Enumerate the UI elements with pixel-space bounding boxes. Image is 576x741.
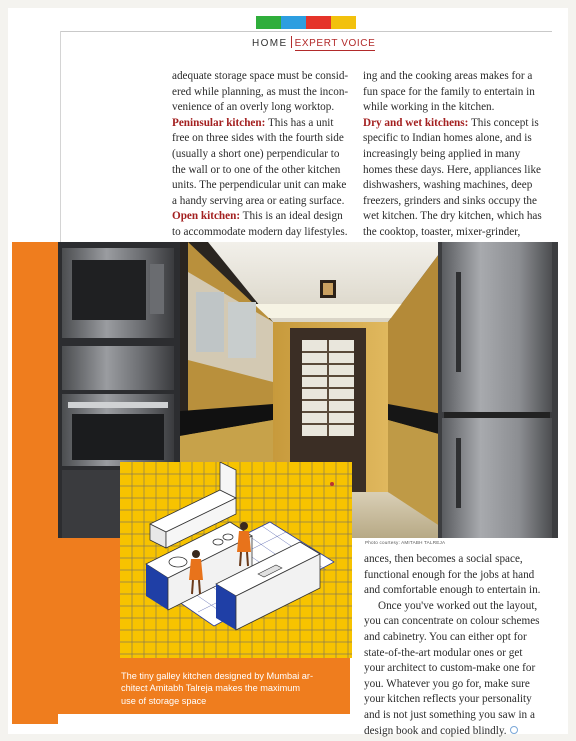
color-tab (306, 16, 331, 29)
article-line (363, 131, 542, 147)
header-rule (60, 31, 552, 32)
photo-caption (121, 670, 349, 707)
article-line (172, 178, 348, 194)
article-line (363, 194, 542, 210)
article-text: Once you've worked out the layout, (378, 599, 538, 612)
article-text: ances, then becomes a social space, (364, 553, 523, 565)
article-text: This concept is (468, 116, 539, 129)
article-column-bottom (364, 552, 540, 739)
orange-sidebar-block (12, 242, 58, 724)
article-line (364, 630, 540, 646)
article-text: free on three sides with the fourth side (172, 132, 344, 145)
article-line (172, 147, 348, 163)
article-text: freezers, grinders and sinks occupy the (363, 194, 537, 207)
article-subheading: Open kitchen: (172, 210, 241, 223)
article-text: and is not just something you saw in a (364, 708, 535, 721)
article-text: ered while planning, as must the incon- (172, 85, 349, 98)
article-line (172, 85, 348, 101)
article-text: you can concentrate on colour schemes (364, 615, 540, 628)
section-color-tabs (256, 16, 356, 29)
article-line (364, 692, 540, 708)
article-line (172, 209, 348, 225)
photo-credit: Photo courtesy: AMITABH TALREJA (365, 540, 446, 545)
article-text: (usually a short one) perpendicular to (172, 147, 340, 160)
article-text: functional enough for the jobs at hand (364, 568, 535, 581)
article-column-right (363, 69, 542, 256)
article-line (364, 583, 540, 599)
article-line (363, 116, 542, 132)
article-text: This has a unit (265, 116, 334, 129)
article-line (364, 614, 540, 630)
article-subheading: Dry and wet kitchens: (363, 116, 469, 129)
isometric-kitchen-plan (120, 462, 352, 658)
article-line (364, 661, 540, 677)
header-divider (291, 36, 292, 48)
article-text: a handy serving area or eating surface. (172, 194, 345, 207)
article-line (364, 599, 540, 615)
article-line (172, 225, 348, 241)
caption-line: chitect Amitabh Talreja makes the maximum (121, 683, 301, 694)
section-title: HOME (252, 38, 288, 49)
article-text: dishwashers, washing machines, deep (363, 179, 533, 192)
article-line (172, 69, 348, 85)
article-text: units. The perpendicular unit can make (172, 179, 347, 192)
article-text: your architect to custom-make one for (364, 662, 536, 675)
article-text: and cabinetry. You can either opt for (364, 630, 527, 643)
section-header (252, 36, 375, 52)
article-text: while working in the kitchen. (363, 101, 495, 114)
article-text: state-of-the-art modular ones or get (364, 646, 523, 659)
article-line (363, 100, 542, 116)
article-text: fun space for the family to entertain in (363, 85, 535, 98)
article-line (172, 163, 348, 179)
article-line (363, 85, 542, 101)
end-of-article-icon (510, 726, 518, 734)
article-line (363, 178, 542, 194)
article-text: wet kitchen. The dry kitchen, which has (363, 210, 542, 223)
article-line (363, 147, 542, 163)
article-text: you. Whatever you go for, make sure (364, 677, 530, 690)
article-text: the cooktop, toaster, mixer-grinder, (363, 225, 521, 238)
color-tab (281, 16, 306, 29)
column-rule (60, 31, 61, 245)
article-line (364, 724, 540, 740)
caption-line: use of storage space (121, 695, 207, 706)
caption-line: The tiny galley kitchen designed by Mumbai ar- (121, 671, 314, 681)
article-column-left (172, 69, 348, 256)
article-text: This is an ideal design (240, 210, 343, 223)
article-text: and comfortable enough to entertain in. (364, 584, 541, 597)
article-subheading: Peninsular kitchen: (172, 116, 266, 129)
article-line (172, 116, 348, 132)
article-line (364, 708, 540, 724)
article-text: homes these days. Here, appliances like (363, 163, 542, 176)
article-text: venience of an overly long worktop. (172, 101, 335, 114)
article-line (364, 646, 540, 662)
article-text: to accommodate modern day lifestyles. (172, 225, 348, 238)
galley-kitchen-illustration (120, 462, 352, 658)
article-text: specific to Indian homes alone, and is (363, 132, 532, 145)
article-text: increasingly being applied in many (363, 147, 521, 160)
article-line (172, 194, 348, 210)
article-line (363, 69, 542, 85)
article-line (363, 209, 542, 225)
article-text: adequate storage space must be consid- (172, 70, 349, 82)
article-line (364, 552, 540, 568)
section-subtitle: EXPERT VOICE (294, 38, 376, 49)
article-line (172, 100, 348, 116)
article-line (364, 568, 540, 584)
article-text: the wall or to one of the other kitchen (172, 163, 341, 176)
article-line (172, 131, 348, 147)
article-line (364, 677, 540, 693)
article-text: your kitchen reflects your personality (364, 693, 532, 706)
color-tab (256, 16, 281, 29)
article-line (363, 163, 542, 179)
article-line (363, 225, 542, 241)
article-text: ing and the cooking areas makes for a (363, 70, 533, 82)
article-text: design book and copied blindly. (364, 724, 507, 737)
color-tab (331, 16, 356, 29)
